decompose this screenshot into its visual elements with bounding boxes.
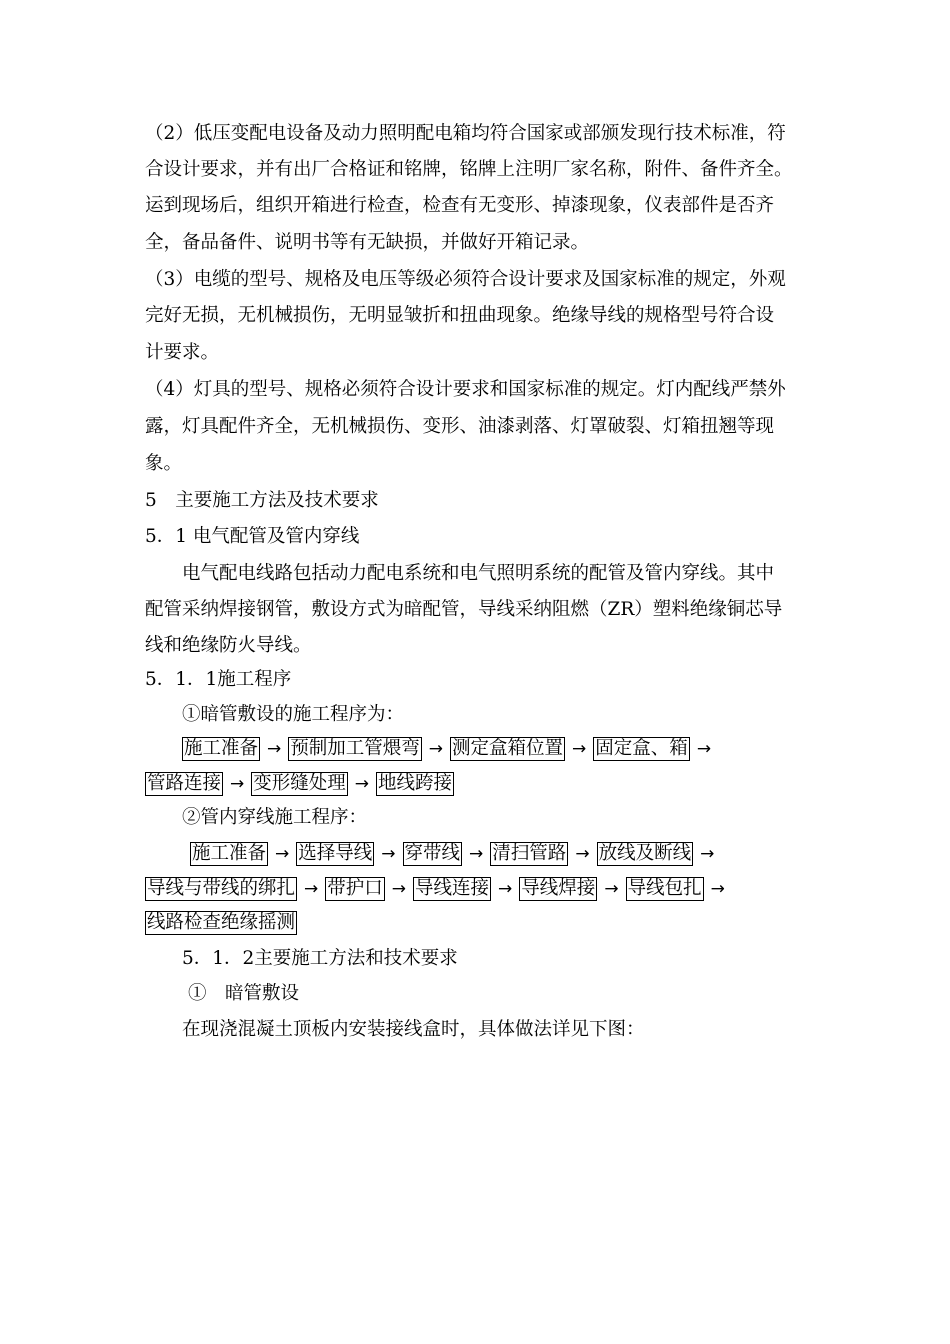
flow-box: 穿带线 xyxy=(404,842,461,864)
arrow-icon: → xyxy=(575,843,590,864)
flow-box: 施工准备 xyxy=(192,842,267,864)
flow-box: 预制加工管煨弯 xyxy=(290,737,420,759)
para-2-line-2: 合设计要求，并有出厂合格证和铭牌，铭牌上注明厂家名称，附件、备件齐全。 xyxy=(145,159,793,180)
step-1-title: ①暗管敷设的施工程序为： xyxy=(182,704,405,725)
flow-box: 导线包扎 xyxy=(627,877,702,899)
flow-2-row-2 xyxy=(145,871,825,906)
arrow-icon: → xyxy=(696,738,712,759)
flow-box: 地线跨接 xyxy=(378,772,453,794)
para-4-line-3: 象。 xyxy=(145,453,183,474)
step-2-title: ②管内穿线施工程序： xyxy=(182,807,368,828)
flow-box: 管路连接 xyxy=(147,772,222,794)
para-5-1-line-3: 线和绝缘防火导线。 xyxy=(145,635,312,656)
flow-2-row-3 xyxy=(145,905,825,940)
arrow-icon: → xyxy=(304,878,319,899)
para-4-line-1: （4）灯具的型号、规格必须符合设计要求和国家标准的规定。灯内配线严禁外 xyxy=(145,379,786,400)
para-3-line-2: 完好无损，无机械损伤，无明显皱折和扭曲现象。绝缘导线的规格型号符合设 xyxy=(145,305,775,326)
arrow-icon: → xyxy=(428,738,444,759)
para-5-1-line-2: 配管采纳焊接钢管，敷设方式为暗配管，导线采纳阻燃（ZR）塑料绝缘铜芯导 xyxy=(145,599,783,620)
flow-box: 导线与带线的绑扎 xyxy=(147,877,296,899)
arrow-icon: → xyxy=(275,843,290,864)
arrow-icon: → xyxy=(354,773,370,794)
flow-box: 清扫管路 xyxy=(492,842,567,864)
arrow-icon: → xyxy=(572,738,587,759)
para-2-line-3: 运到现场后，组织开箱进行检查，检查有无变形、掉漆现象，仪表部件是否齐 xyxy=(145,195,775,216)
flow-box: 导线连接 xyxy=(415,877,490,899)
flow-box: 选择导线 xyxy=(298,842,373,864)
arrow-icon: → xyxy=(604,878,619,899)
arrow-icon: → xyxy=(267,738,282,759)
flow-2-row-1 xyxy=(190,836,870,871)
arrow-icon: → xyxy=(469,843,484,864)
para-2-line-4: 全，备品备件、说明书等有无缺损，并做好开箱记录。 xyxy=(145,232,590,253)
flow-box: 线路检查绝缘摇测 xyxy=(147,911,296,933)
item-1-heading: ① 暗管敷设 xyxy=(188,983,300,1004)
arrow-icon: → xyxy=(230,773,245,794)
para-2-line-1: （2）低压变配电设备及动力照明配电箱均符合国家或部颁发现行技术标准，符 xyxy=(145,123,786,144)
para-5-1-line-1: 电气配电线路包括动力配电系统和电气照明系统的配管及管内穿线。其中 xyxy=(182,563,775,584)
arrow-icon: → xyxy=(700,843,715,864)
arrow-icon: → xyxy=(710,878,725,899)
section-5-1-2-heading: 5．1．2主要施工方法和技术要求 xyxy=(182,948,458,969)
flow-1-row-1 xyxy=(182,731,862,766)
flow-box: 变形缝处理 xyxy=(253,772,346,794)
flow-box: 固定盒、箱 xyxy=(595,737,688,759)
section-5-1-1-heading: 5．1．1施工程序 xyxy=(145,669,292,690)
flow-box: 施工准备 xyxy=(184,737,259,759)
arrow-icon: → xyxy=(381,843,396,864)
flow-1-row-2 xyxy=(145,766,825,801)
flow-box: 带护口 xyxy=(327,877,383,899)
flow-box: 测定盒箱位置 xyxy=(452,737,564,759)
last-paragraph: 在现浇混凝土顶板内安装接线盒时，具体做法详见下图： xyxy=(182,1019,645,1040)
arrow-icon: → xyxy=(498,878,513,899)
para-3-line-3: 计要求。 xyxy=(145,342,220,363)
section-5-1-heading: 5．1 电气配管及管内穿线 xyxy=(145,526,360,547)
arrow-icon: → xyxy=(391,878,407,899)
para-4-line-2: 露，灯具配件齐全，无机械损伤、变形、油漆剥落、灯罩破裂、灯箱扭翘等现 xyxy=(145,416,775,437)
para-3-line-1: （3）电缆的型号、规格及电压等级必须符合设计要求及国家标准的规定，外观 xyxy=(145,269,786,290)
section-5-heading: 5 主要施工方法及技术要求 xyxy=(145,490,379,511)
flow-box: 放线及断线 xyxy=(598,842,692,864)
flow-box: 导线焊接 xyxy=(521,877,596,899)
